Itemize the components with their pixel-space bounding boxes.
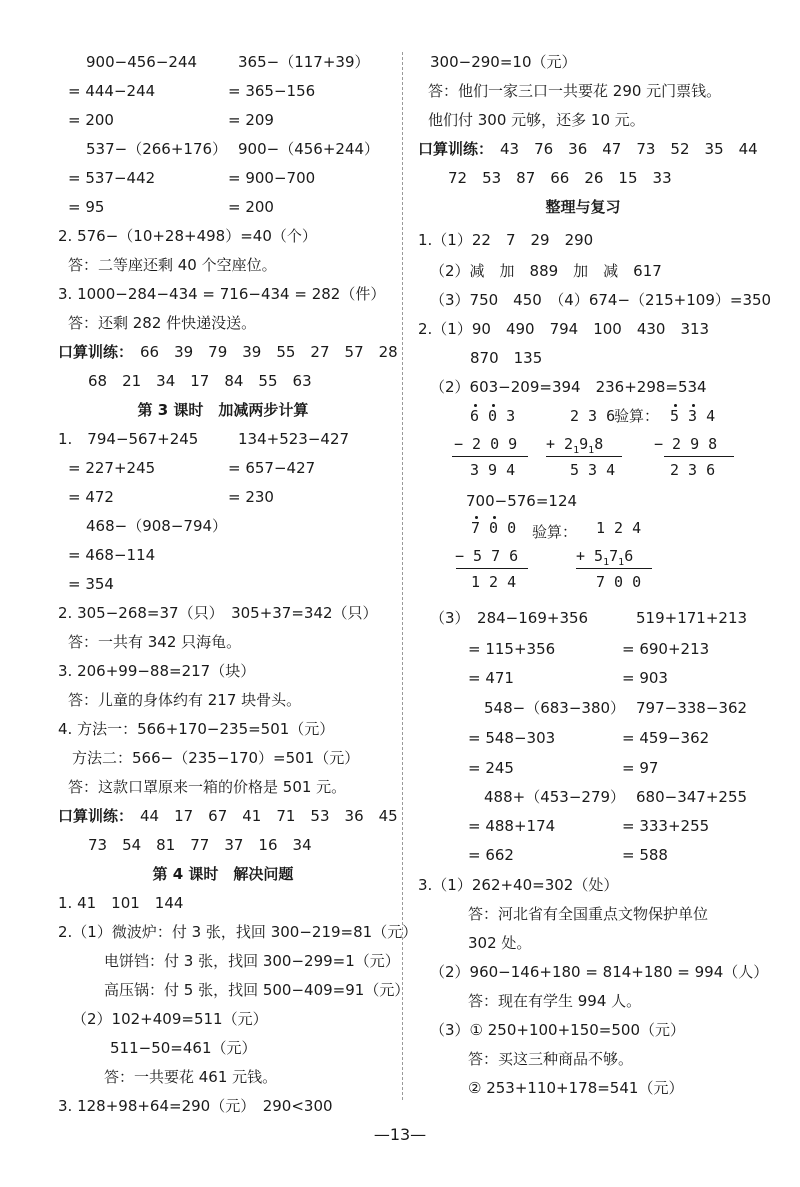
- expr-line: = 468−114: [68, 546, 156, 564]
- answer-line: 511−50=461（元）: [110, 1039, 257, 1057]
- answer-line: （2）102+409=511（元）: [72, 1010, 268, 1028]
- expr-line: = 459−362: [622, 729, 710, 747]
- addend: 2 3 6: [570, 407, 616, 425]
- expr-line: 468−（908−794）: [86, 517, 228, 535]
- answer-line: 3. 128+98+64=290（元） 290<300: [58, 1097, 333, 1115]
- expr-line: = 95: [68, 198, 105, 216]
- difference: 2 3 6: [670, 461, 716, 479]
- oral-practice-label: 口算训练：: [418, 140, 494, 158]
- oral-practice-label: 口算训练：: [58, 343, 134, 361]
- page-number: —13—: [373, 1125, 427, 1144]
- subtrahend: − 2 9 8: [654, 435, 718, 453]
- expr-line: = 230: [228, 488, 274, 506]
- expr-line: = 537−442: [68, 169, 156, 187]
- oral-practice-answers: 73 54 81 77 37 16 34: [88, 836, 312, 854]
- answer-text: 答：现在有学生 994 人。: [468, 992, 642, 1010]
- check-label: 验算：: [532, 523, 578, 541]
- expr-line: 900−456−244: [86, 53, 198, 71]
- section-heading: 第 3 课时 加减两步计算: [137, 401, 309, 419]
- minuend: 7 0 0: [471, 519, 517, 537]
- check-label: 验算：: [614, 407, 660, 425]
- expr-line: = 209: [228, 111, 274, 129]
- answer-text: 答：儿童的身体约有 217 块骨头。: [68, 691, 302, 709]
- answer-text: 他们付 300 元够，还多 10 元。: [428, 111, 645, 129]
- expr-line: 537−（266+176）: [86, 140, 228, 158]
- subtrahend: − 5 7 6: [455, 547, 519, 565]
- difference: 1 2 4: [471, 573, 517, 591]
- oral-practice-answers: 44 17 67 41 71 53 36 45: [140, 807, 398, 825]
- vertical-calculation: [576, 516, 676, 596]
- answer-line: 870 135: [470, 349, 543, 367]
- oral-practice-label: 口算训练：: [58, 807, 134, 825]
- expr-line: = 333+255: [622, 817, 710, 835]
- answer-text: 答：河北省有全国重点文物保护单位: [468, 905, 709, 923]
- expr-line: 680−347+255: [636, 788, 748, 806]
- vertical-calculation: [654, 404, 760, 484]
- answer-line: 高压锅：付 5 张，找回 500−409=91（元）: [104, 981, 410, 999]
- expr-line: = 588: [622, 846, 668, 864]
- expr-line: = 471: [468, 669, 514, 687]
- expr-line: = 657−427: [228, 459, 316, 477]
- answer-text: 答：这款口罩原来一箱的价格是 501 元。: [68, 778, 347, 796]
- calc-rule: [546, 456, 622, 457]
- answer-text: 答：一共有 342 只海龟。: [68, 633, 242, 651]
- calc-rule: [576, 568, 652, 569]
- minuend: 5 3 4: [670, 407, 716, 425]
- answer-line: 2.（1）微波炉：付 3 张，找回 300−219=81（元）: [58, 923, 418, 941]
- expr-line: = 365−156: [228, 82, 316, 100]
- answer-line: 2. 576−（10+28+498）=40（个）: [58, 227, 317, 245]
- vertical-calculation: [454, 404, 542, 484]
- expr-line: = 444−244: [68, 82, 156, 100]
- addend: [576, 546, 633, 569]
- addend-lead: + 5: [576, 547, 604, 565]
- oral-practice-answers: 66 39 79 39 55 27 57 28: [140, 343, 398, 361]
- expr-line: = 662: [468, 846, 514, 864]
- answer-text: 答：一共要花 461 元钱。: [104, 1068, 278, 1086]
- expr-line: = 227+245: [68, 459, 156, 477]
- answer-text: 答：二等座还剩 40 个空座位。: [68, 256, 277, 274]
- answer-line: ② 253+110+178=541（元）: [468, 1079, 684, 1097]
- oral-practice-answers: 72 53 87 66 26 15 33: [448, 169, 672, 187]
- answer-line: （2）960−146+180 = 814+180 = 994（人）: [430, 963, 769, 981]
- answer-line: 4. 方法一：566+170−235=501（元）: [58, 720, 335, 738]
- carry-digit: 1: [573, 445, 580, 456]
- addend-digit: 7: [609, 547, 619, 565]
- expr-line: = 115+356: [468, 640, 556, 658]
- expr-line: = 354: [68, 575, 114, 593]
- expr-line: = 690+213: [622, 640, 710, 658]
- expr-line: = 472: [68, 488, 114, 506]
- answer-line: （2）603−209=394 236+298=534: [430, 378, 707, 396]
- addend-lead: + 2: [546, 435, 574, 453]
- answer-text: 答：他们一家三口一共要花 290 元门票钱。: [428, 82, 722, 100]
- answer-line: 方法二：566−（235−170）=501（元）: [72, 749, 360, 767]
- subtrahend: − 2 0 9: [454, 435, 518, 453]
- answer-text: 答：还剩 282 件快递没送。: [68, 314, 257, 332]
- answer-line: 3. 1000−284−434 = 716−434 = 282（件）: [58, 285, 386, 303]
- section-heading: 第 4 课时 解决问题: [152, 865, 294, 883]
- expr-line: 134+523−427: [238, 430, 350, 448]
- calc-rule: [452, 456, 528, 457]
- expr-line: = 200: [68, 111, 114, 129]
- calc-rule: [456, 568, 528, 569]
- addend: 1 2 4: [596, 519, 642, 537]
- addend-digit: 9: [579, 435, 589, 453]
- difference: 3 9 4: [470, 461, 516, 479]
- answer-line: 700−576=124: [466, 492, 578, 510]
- expr-line: = 548−303: [468, 729, 556, 747]
- answer-line: 2. 305−268=37（只） 305+37=342（只）: [58, 604, 378, 622]
- answer-text: 302 处。: [468, 934, 532, 952]
- expr-line: = 488+174: [468, 817, 556, 835]
- expr-line: = 200: [228, 198, 274, 216]
- expr-line: 519+171+213: [636, 609, 748, 627]
- section-heading: 整理与复习: [545, 198, 621, 216]
- sum: 5 3 4: [570, 461, 616, 479]
- column-divider: [402, 52, 403, 1100]
- expr-line: = 245: [468, 759, 514, 777]
- carry-digit: 1: [588, 445, 595, 456]
- expr-line: = 903: [622, 669, 668, 687]
- oral-practice-answers: 68 21 34 17 84 55 63: [88, 372, 312, 390]
- answer-text: 答：买这三种商品不够。: [468, 1050, 634, 1068]
- expr-line: （3） 284−169+356: [430, 609, 589, 627]
- answer-line: 3.（1）262+40=302（处）: [418, 876, 619, 894]
- answer-line: 300−290=10（元）: [430, 53, 577, 71]
- expr-line: 1. 794−567+245: [58, 430, 199, 448]
- expr-line: 365−（117+39）: [238, 53, 370, 71]
- addend: [546, 434, 603, 457]
- minuend: 6 0 3: [470, 407, 516, 425]
- expr-line: = 97: [622, 759, 659, 777]
- answer-line: 电饼铛：付 3 张，找回 300−299=1（元）: [104, 952, 400, 970]
- expr-line: 797−338−362: [636, 699, 748, 717]
- answer-line: 1. 41 101 144: [58, 894, 184, 912]
- oral-practice-answers: 43 76 36 47 73 52 35 44: [500, 140, 758, 158]
- answer-line: 3. 206+99−88=217（块）: [58, 662, 256, 680]
- expr-line: 548−（683−380）: [484, 699, 626, 717]
- answer-line: （2）减 加 889 加 减 617: [430, 262, 662, 280]
- addend-digit: 6: [624, 547, 634, 565]
- answer-line: （3）① 250+100+150=500（元）: [430, 1021, 685, 1039]
- carry-digit: 1: [618, 557, 625, 568]
- answer-line: （3）750 450 （4）674−（215+109）=350: [430, 291, 772, 309]
- carry-digit: 1: [603, 557, 610, 568]
- addend-digit: 8: [594, 435, 604, 453]
- expr-line: 488+（453−279）: [484, 788, 626, 806]
- expr-line: = 900−700: [228, 169, 316, 187]
- calc-rule: [664, 456, 734, 457]
- answer-line: 2.（1）90 490 794 100 430 313: [418, 320, 710, 338]
- expr-line: 900−（456+244）: [238, 140, 380, 158]
- sum: 7 0 0: [596, 573, 642, 591]
- answer-line: 1.（1）22 7 29 290: [418, 231, 594, 249]
